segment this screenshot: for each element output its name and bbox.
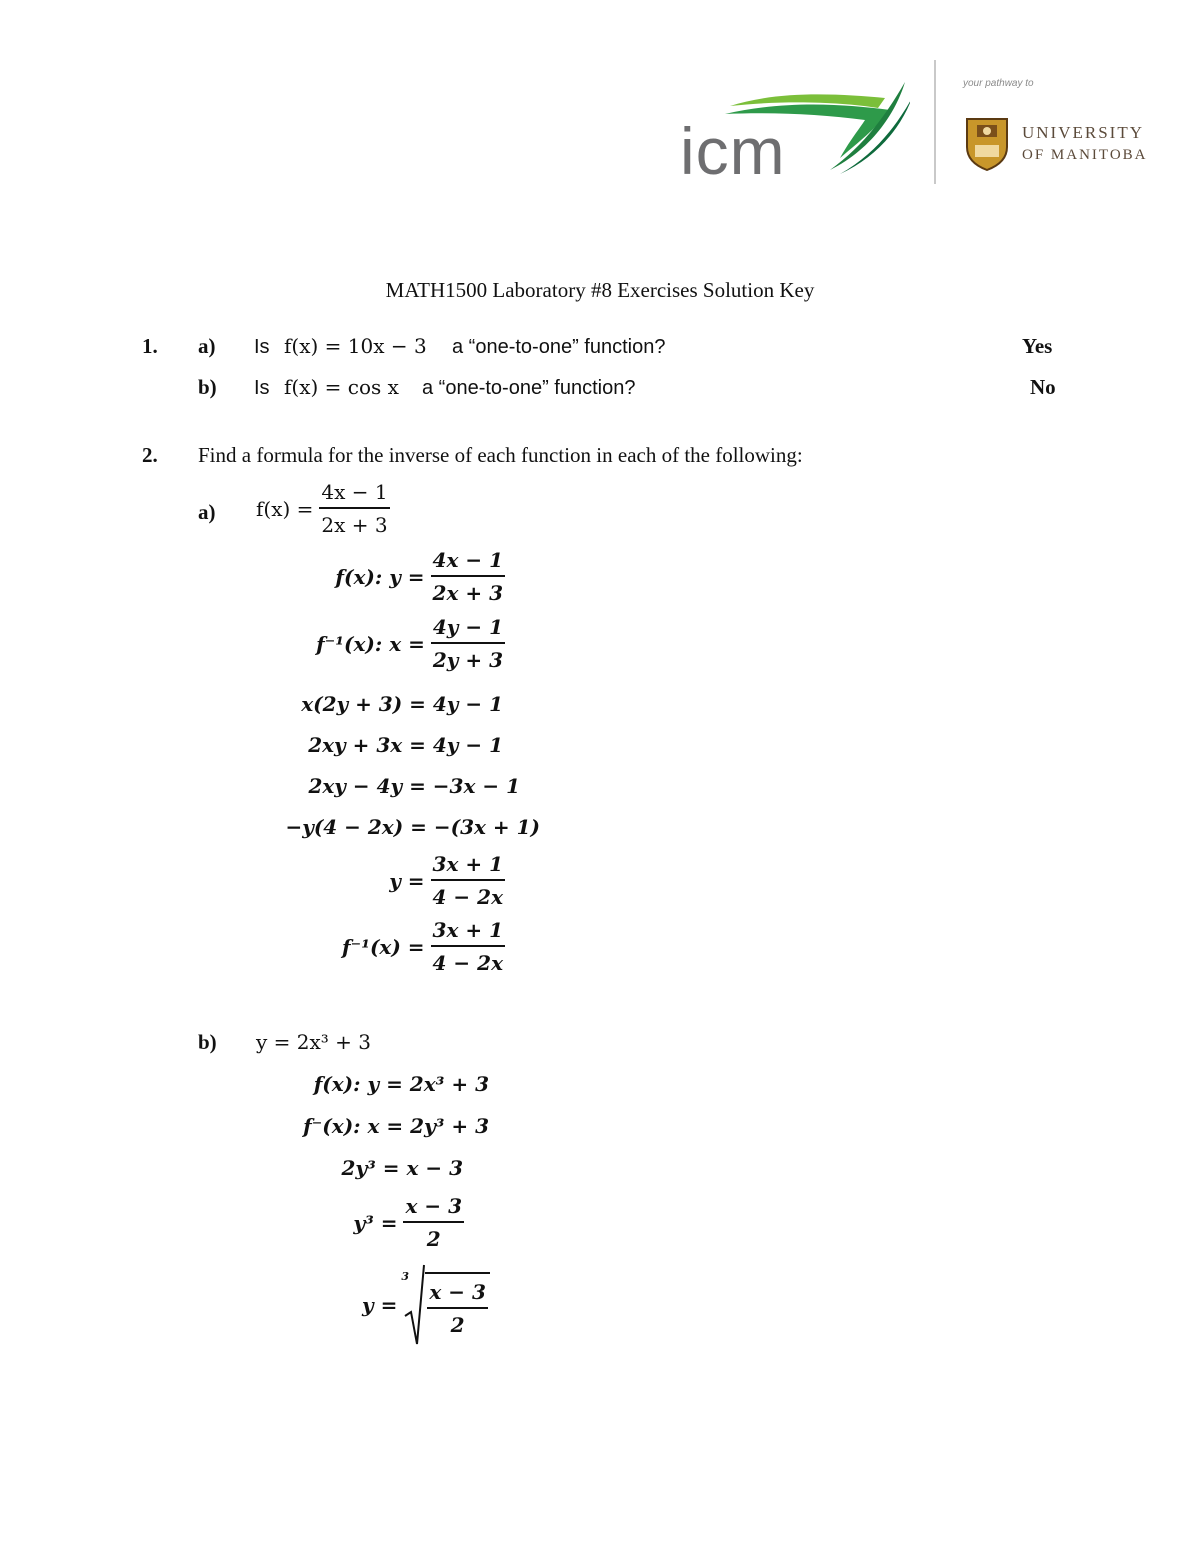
question-2-prompt: Find a formula for the inverse of each function in each of the following: [198, 443, 803, 467]
equation-2b-given: y = 2x³ + 3 [256, 1030, 371, 1054]
question-1a-suffix: a “one-to-one” function? [452, 336, 666, 358]
equation-2a-step2 [316, 615, 505, 672]
numerator: 4y − 1 [431, 615, 505, 644]
equation-2b-step5 [362, 1264, 490, 1346]
equation-2a-step5: 2xy − 4y = −3x − 1 [308, 774, 520, 798]
university-crest-icon [965, 115, 1009, 171]
equation-2a-given [256, 480, 390, 537]
numerator: x − 3 [403, 1194, 464, 1223]
question-2-number: 2. [142, 443, 158, 467]
question-1-number: 1. [142, 334, 158, 358]
university-line1: UNIVERSITY [1022, 123, 1144, 142]
root-index: 3 [401, 1270, 409, 1283]
denominator: 4 − 2x [432, 885, 503, 909]
equation-2a-step7 [389, 852, 505, 909]
university-wordmark [1022, 122, 1147, 166]
equation-2b-step3: 2y³ = x − 3 [341, 1156, 463, 1180]
question-1b-suffix: a “one-to-one” function? [422, 377, 636, 399]
fraction [431, 615, 505, 672]
equation-2b-step2: f⁻(x): x = 2y³ + 3 [303, 1114, 489, 1138]
equation-lhs: f⁻¹(x) = [342, 934, 425, 959]
question-1a-is: Is [254, 336, 270, 358]
question-2a-label: a) [198, 500, 216, 524]
equation-2a-step1 [335, 548, 505, 605]
radicand [425, 1272, 490, 1337]
equation-2a-step8 [342, 918, 505, 975]
equation-2b-step1: f(x): y = 2x³ + 3 [313, 1072, 489, 1096]
equation-2a-step3: x(2y + 3) = 4y − 1 [301, 692, 503, 716]
question-1a-answer: Yes [1022, 334, 1053, 358]
equation-2b-step4 [353, 1194, 464, 1251]
denominator: 4 − 2x [432, 951, 503, 975]
numerator: 3x + 1 [431, 852, 505, 881]
equation-lhs: f(x): y = [335, 564, 425, 589]
cube-root [403, 1264, 490, 1346]
equation-lhs: y³ = [353, 1210, 398, 1235]
fraction [319, 480, 389, 537]
question-2b-label: b) [198, 1030, 217, 1054]
page-title: MATH1500 Laboratory #8 Exercises Solution Key [385, 278, 815, 302]
tagline: your pathway to [963, 78, 1034, 89]
equation-lhs: f⁻¹(x): x = [316, 631, 425, 656]
question-1b-answer: No [1030, 375, 1056, 399]
numerator: x − 3 [427, 1280, 488, 1309]
question-1b-is: Is [254, 377, 270, 399]
header-logos [680, 60, 1160, 190]
equation-2a-step6: −y(4 − 2x) = −(3x + 1) [285, 815, 540, 839]
denominator: 2 [450, 1312, 465, 1337]
numerator: 4x − 1 [319, 480, 389, 509]
equation-2a-step4: 2xy + 3x = 4y − 1 [308, 733, 503, 757]
university-line2: OF MANITOBA [1022, 147, 1148, 163]
denominator: 2 [426, 1227, 441, 1251]
fraction [431, 548, 505, 605]
question-1b-label: b) [198, 375, 217, 399]
question-1b-expression: f(x) = cos x [284, 375, 399, 399]
denominator: 2y + 3 [432, 648, 503, 672]
denominator: 2x + 3 [321, 513, 388, 537]
numerator: 3x + 1 [431, 918, 505, 947]
question-1a-expression: f(x) = 10x − 3 [284, 334, 427, 358]
question-1a-label: a) [198, 334, 216, 358]
fraction [431, 918, 505, 975]
equation-lhs: y = [362, 1293, 398, 1317]
logo-divider [934, 60, 936, 184]
equation-lhs: y = [389, 868, 425, 893]
fraction [427, 1280, 488, 1337]
fraction [403, 1194, 464, 1251]
equation-lhs: f(x) = [256, 496, 314, 521]
icm-logo-text: icm [680, 114, 786, 188]
numerator: 4x − 1 [431, 548, 505, 577]
denominator: 2x + 3 [432, 581, 503, 605]
fraction [431, 852, 505, 909]
